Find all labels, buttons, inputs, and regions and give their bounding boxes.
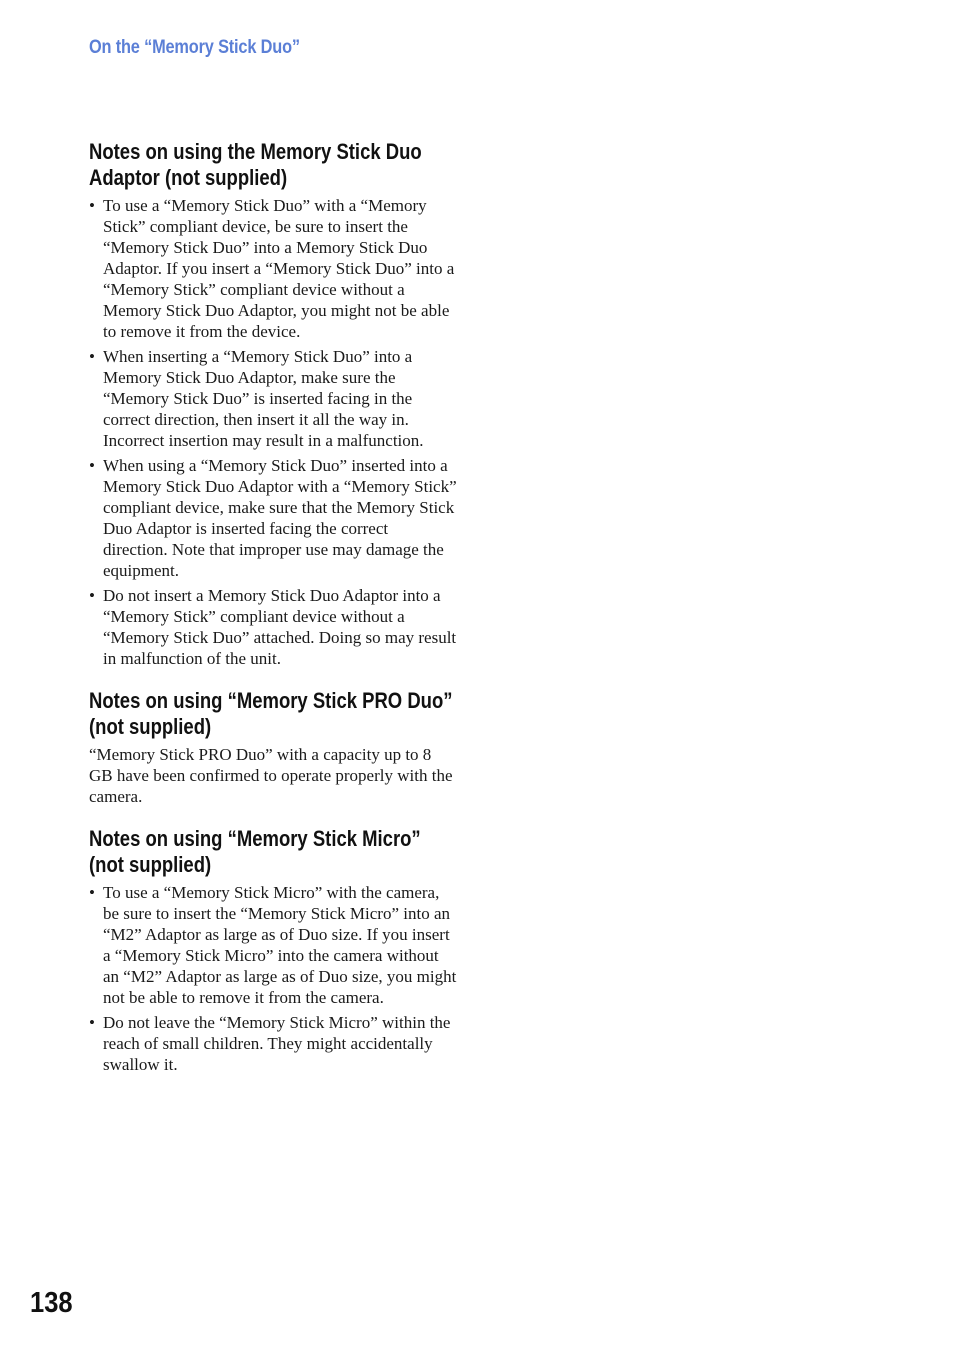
section-adaptor-notes: [89, 139, 457, 669]
bullet-icon: •: [89, 347, 95, 366]
list-item: [89, 882, 457, 1008]
list-item: [89, 195, 457, 342]
list-item: [89, 1012, 457, 1075]
list-item: [89, 455, 457, 581]
list-item-text: Do not leave the “Memory Stick Micro” within the reach of small children. They might accidentally swallow it.: [103, 1013, 451, 1074]
list-item-text: Do not insert a Memory Stick Duo Adaptor into a “Memory Stick” compliant device without a “Memory Stick Duo” attached. Doing so may result in malfunction of the unit.: [103, 586, 457, 668]
section-heading: Notes on using “Memory Stick PRO Duo” (not supplied): [89, 688, 453, 739]
running-head: On the “Memory Stick Duo”: [89, 37, 300, 58]
bullet-list: [89, 882, 457, 1075]
page-number: 138: [30, 1287, 73, 1319]
bullet-icon: •: [89, 586, 95, 605]
list-item: [89, 346, 457, 451]
bullet-icon: •: [89, 883, 95, 902]
list-item-text: To use a “Memory Stick Duo” with a “Memory Stick” compliant device, be sure to insert the “Memory Stick Duo” into a Memory Stick Duo Adaptor. If you insert a “Memory Stick Duo” into a “Memory Stick” compliant device without a Memory Stick Duo Adaptor, you might not be able to remove it from the device.: [103, 196, 455, 341]
list-item-text: To use a “Memory Stick Micro” with the camera, be sure to insert the “Memory Stick Micro” into an “M2” Adaptor as large as of Duo size. If you insert a “Memory Stick Micro” into the camera without an “M2” Adaptor as large as of Duo size, you might not be able to remove it from the camera.: [103, 883, 457, 1007]
list-item-text: When using a “Memory Stick Duo” inserted into a Memory Stick Duo Adaptor with a “Memory Stick” compliant device, make sure that the Memory Stick Duo Adaptor is inserted facing the correct direction. Note that improper use may damage the equipment.: [103, 456, 457, 580]
bullet-icon: •: [89, 456, 95, 475]
bullet-icon: •: [89, 1013, 95, 1032]
section-micro-notes: [89, 826, 457, 1075]
section-pro-duo-notes: [89, 688, 457, 807]
section-heading: Notes on using “Memory Stick Micro” (not supplied): [89, 826, 421, 877]
page-content: [89, 139, 457, 1079]
body-paragraph: “Memory Stick PRO Duo” with a capacity up to 8 GB have been confirmed to operate properly with the camera.: [89, 745, 453, 806]
bullet-list: [89, 195, 457, 669]
bullet-icon: •: [89, 196, 95, 215]
section-heading: Notes on using the Memory Stick Duo Adaptor (not supplied): [89, 139, 422, 190]
list-item: [89, 585, 457, 669]
list-item-text: When inserting a “Memory Stick Duo” into a Memory Stick Duo Adaptor, make sure the “Memory Stick Duo” is inserted facing in the correct direction, then insert it all the way in. Incorrect insertion may result in a malfunction.: [103, 347, 424, 450]
